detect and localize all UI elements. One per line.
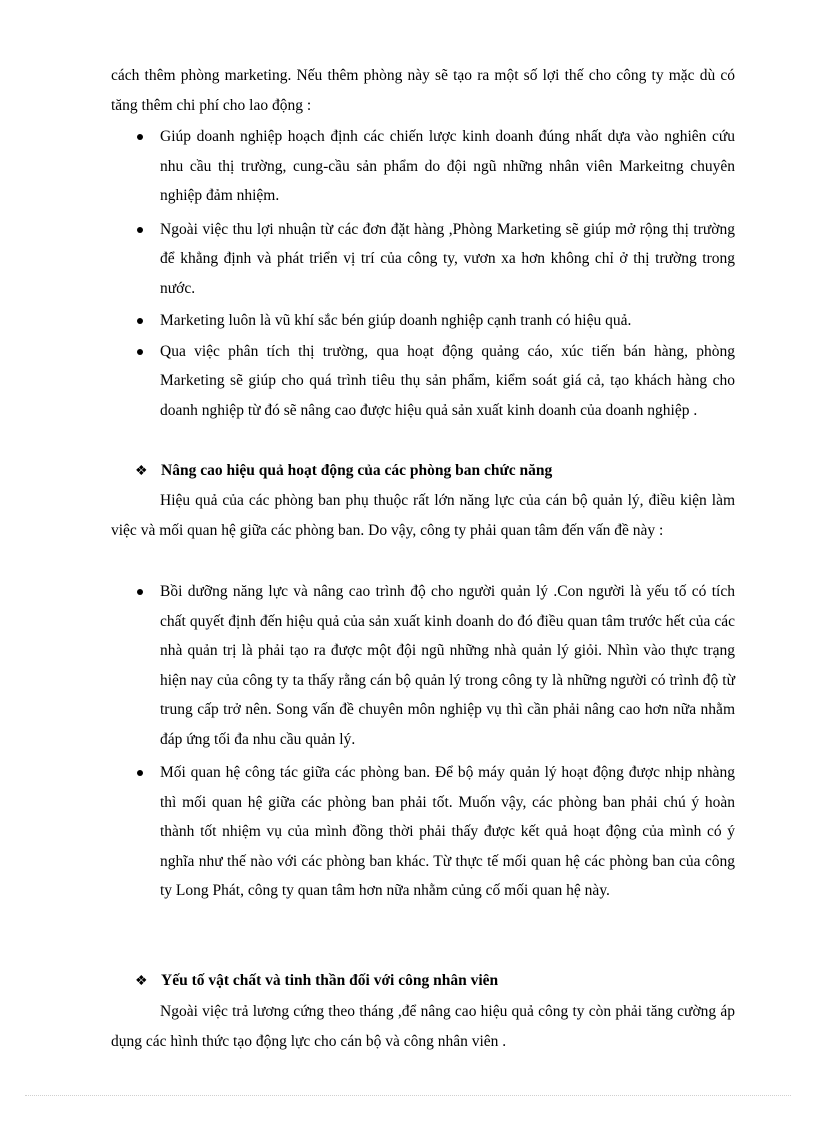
bullet-dot-icon xyxy=(137,318,143,324)
bullet-dot-icon xyxy=(137,770,143,776)
list-item: Marketing luôn là vũ khí sắc bén giúp doanh nghiệp cạnh tranh có hiệu quả. xyxy=(111,306,735,336)
section-heading-staff: ❖ Yếu tố vật chất và tinh thần đối với công nhân viên xyxy=(111,966,751,997)
list-item: Qua việc phân tích thị trường, qua hoạt động quảng cáo, xúc tiến bán hàng, phòng Marketing sẽ giúp cho quá trình tiêu thụ sản phẩm, kiểm soát giá cả, tạo khách hàng cho doanh nghiệp từ đó sẽ nâng cao được hiệu quả sản xuất kinh doanh của doanh nghiệp . xyxy=(111,337,735,426)
bullet-dot-icon xyxy=(137,349,143,355)
departments-list xyxy=(111,577,735,906)
bullet-dot-icon xyxy=(137,227,143,233)
intro-paragraph: cách thêm phòng marketing. Nếu thêm phòng này sẽ tạo ra một số lợi thế cho công ty mặc dù có tăng thêm chi phí cho lao động : xyxy=(111,67,735,114)
list-item: Ngoài việc thu lợi nhuận từ các đơn đặt hàng ,Phòng Marketing sẽ giúp mở rộng thị trường để khẳng định và phát triển vị trí của công ty, vươn xa hơn không chỉ ở thị trường trong nước. xyxy=(111,215,735,304)
section1-paragraph: Hiệu quả của các phòng ban phụ thuộc rất lớn năng lực của cán bộ quản lý, điều kiện làm việc và mối quan hệ giữa các phòng ban. Do vậy, công ty phải quan tâm đến vấn đề này : xyxy=(111,492,735,539)
marketing-benefits-list xyxy=(111,122,735,425)
list-item: Mối quan hệ công tác giữa các phòng ban. Để bộ máy quản lý hoạt động được nhịp nhàng thì mối quan hệ giữa các phòng ban phải tốt. Muốn vậy, các phòng ban phải chú ý hoàn thành tốt nhiệm vụ của mình đồng thời phải thấy được kết quả hoạt động của mình có ý nghĩa như thế nào với các phòng ban khác. Từ thực tế mối quan hệ các phòng ban của công ty Long Phát, công ty quan tâm hơn nữa nhằm củng cố mối quan hệ này. xyxy=(111,758,735,906)
section2-paragraph: Ngoài việc trả lương cứng theo tháng ,để nâng cao hiệu quả công ty còn phải tăng cường áp dụng các hình thức tạo động lực cho cán bộ và công nhân viên . xyxy=(111,1003,735,1050)
list-item: Bồi dưỡng năng lực và nâng cao trình độ cho người quản lý .Con người là yếu tố có tích chất quyết định đến hiệu quả của sản xuất kinh doanh do đó điều quan tâm trước hết của các nhà quản trị là phải tạo ra được một đội ngũ những nhà quản lý giỏi. Nhìn vào thực trạng hiện nay của công ty ta thấy rằng cán bộ quản lý trong công ty là những người có trình độ từ trung cấp trở nên. Song vấn đề chuyên môn nghiệp vụ thì cần phải nâng cao hơn nữa nhằm đáp ứng tối đa nhu cầu quản lý. xyxy=(111,577,735,754)
list-item: Giúp doanh nghiệp hoạch định các chiến lược kinh doanh đúng nhất dựa vào nghiên cứu nhu cầu thị trường, cung-cầu sản phẩm do đội ngũ những nhân viên Markeitng chuyên nghiệp đảm nhiệm. xyxy=(111,122,735,211)
diamond-icon: ❖ xyxy=(135,974,148,989)
bullet-dot-icon xyxy=(137,589,143,595)
section-heading-departments: ❖ Nâng cao hiệu quả hoạt động của các phòng ban chức năng xyxy=(111,456,751,487)
footer-divider xyxy=(25,1095,791,1096)
diamond-icon: ❖ xyxy=(135,464,148,479)
bullet-dot-icon xyxy=(137,134,143,140)
